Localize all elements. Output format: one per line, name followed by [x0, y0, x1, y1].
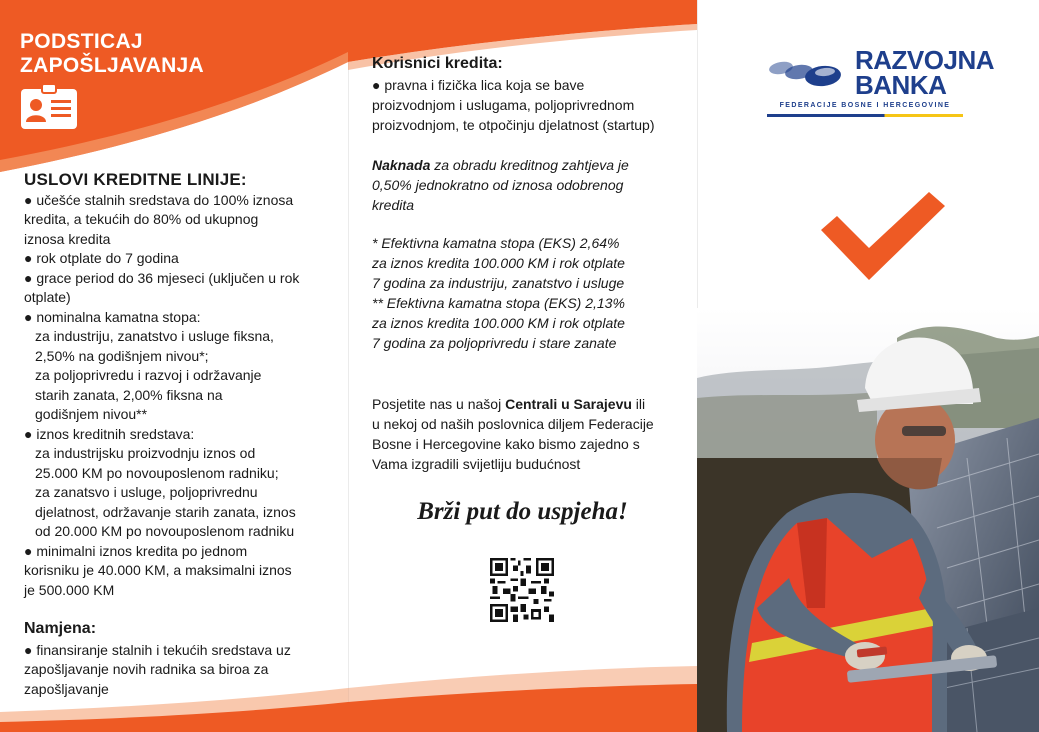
conditions-line: 25.000 KM po novouposlenom radniku; — [35, 464, 279, 481]
conditions-line: za industriju, zanatstvo i usluge fiksna, — [35, 328, 274, 344]
logo-text — [855, 45, 995, 100]
purpose-line: ● finansiranje stalnih i tekućih sredstava uz — [24, 641, 291, 658]
visit-line: Bosne i Hercegovine kako bismo zajedno s — [372, 436, 640, 452]
logo-mark-icon — [767, 58, 857, 108]
qr-code-icon[interactable] — [490, 558, 554, 622]
fee-rest: za obradu kreditnog zahtjeva je — [430, 157, 629, 173]
logo-subtitle: FEDERACIJE BOSNE I HERCEGOVINE — [779, 102, 951, 109]
conditions-line: iznosa kredita — [24, 230, 111, 247]
conditions-line: ● minimalni iznos kredita po jednom — [24, 542, 248, 559]
right-panel — [697, 0, 1039, 732]
visit-line: u nekoj od naših poslovnica diljem Federacije — [372, 416, 654, 432]
logo-line-2: BANKA — [855, 70, 947, 100]
conditions-line: ● rok otplate do 7 godina — [24, 250, 179, 266]
users-heading: Korisnici kredita: — [372, 55, 503, 72]
conditions-line: djelatnost, održavanje starih zanata, iznos — [35, 503, 296, 520]
conditions-line: ● grace period do 36 mjeseci (uključen u rok — [24, 269, 300, 286]
bank-logo — [767, 46, 1007, 126]
conditions-line: ● iznos kreditnih sredstava: — [24, 425, 195, 442]
visit-us-text — [372, 394, 684, 474]
visit-line — [372, 394, 684, 414]
conditions-heading: USLOVI KREDITNE LINIJE: — [24, 170, 247, 189]
id-card-icon — [20, 84, 78, 130]
conditions-line: korisniku je 40.000 KM, a maksimalni iznos — [24, 562, 292, 578]
slogan: Brži put do uspjeha! — [417, 498, 628, 525]
eks-line: ** Efektivna kamatna stopa (EKS) 2,13% — [372, 295, 625, 311]
fee-line — [372, 155, 684, 175]
eks-line: za iznos kredita 100.000 KM i rok otplate — [372, 315, 625, 331]
fee-bold: Naknada — [372, 157, 431, 173]
users-line: proizvodnjom i uslugama, poljoprivrednom — [372, 97, 635, 113]
purpose-heading: Namjena: — [24, 620, 97, 637]
title-line-1: PODSTICAJ — [20, 30, 143, 53]
purpose-line: zapošljavanje — [24, 680, 109, 697]
conditions-line: starih zanata, 2,00% fiksna na — [35, 386, 223, 403]
conditions-line: za poljoprivredu i razvoj i održavanje — [35, 367, 262, 383]
eks-line: * Efektivna kamatna stopa (EKS) 2,64% — [372, 235, 620, 251]
visit-line: Vama izgradili svijetliju budućnost — [372, 456, 581, 472]
credit-conditions — [24, 170, 324, 699]
brochure-title — [20, 30, 204, 78]
visit-pre: Posjetite nas u našoj — [372, 396, 506, 412]
conditions-line: za zanatsvo i usluge, poljoprivrednu — [35, 484, 258, 500]
conditions-line: ● učešće stalnih sredstava do 100% iznosa — [24, 191, 294, 208]
conditions-line: 2,50% na godišnjem nivou*; — [35, 347, 209, 364]
conditions-line: godišnjem nivou** — [35, 406, 148, 422]
logo-underline — [767, 114, 963, 117]
purpose-line: zapošljavanje novih radnika sa biroa za — [24, 661, 269, 677]
worker-solar-panel-photo — [697, 308, 1039, 732]
conditions-line: od 20.000 KM po novouposlenom radniku — [35, 523, 295, 539]
conditions-line: ● nominalna kamatna stopa: — [24, 308, 201, 325]
visit-bold: Centrali u Sarajevu — [505, 396, 632, 412]
conditions-line: kredita, a tekućih do 80% od ukupnog — [24, 211, 259, 227]
conditions-line: otplate) — [24, 289, 71, 305]
users-line: proizvodnjom, te otpočinju djelatnost (startup) — [372, 117, 655, 133]
left-panel — [0, 0, 348, 732]
logo-line-1: RAZVOJNA — [855, 45, 995, 75]
eks-line: 7 godina za poljoprivredu i stare zanate — [372, 335, 617, 351]
title-line-2: ZAPOŠLJAVANJA — [20, 54, 204, 77]
conditions-line: za industrijsku proizvodnju iznos od — [35, 445, 256, 461]
fee-line: 0,50% jednokratno od iznosa odobrenog — [372, 177, 624, 193]
visit-post: ili — [631, 396, 646, 412]
conditions-line: je 500.000 KM — [24, 581, 115, 598]
loan-details — [372, 54, 684, 353]
middle-panel — [348, 0, 697, 732]
fee-line: kredita — [372, 197, 415, 213]
users-line: ● pravna i fizička lica koja se bave — [372, 77, 585, 93]
checkmark-icon — [817, 186, 949, 282]
eks-line: za iznos kredita 100.000 KM i rok otplate — [372, 255, 625, 271]
eks-line: 7 godina za industriju, zanatstvo i usluge — [372, 275, 625, 291]
